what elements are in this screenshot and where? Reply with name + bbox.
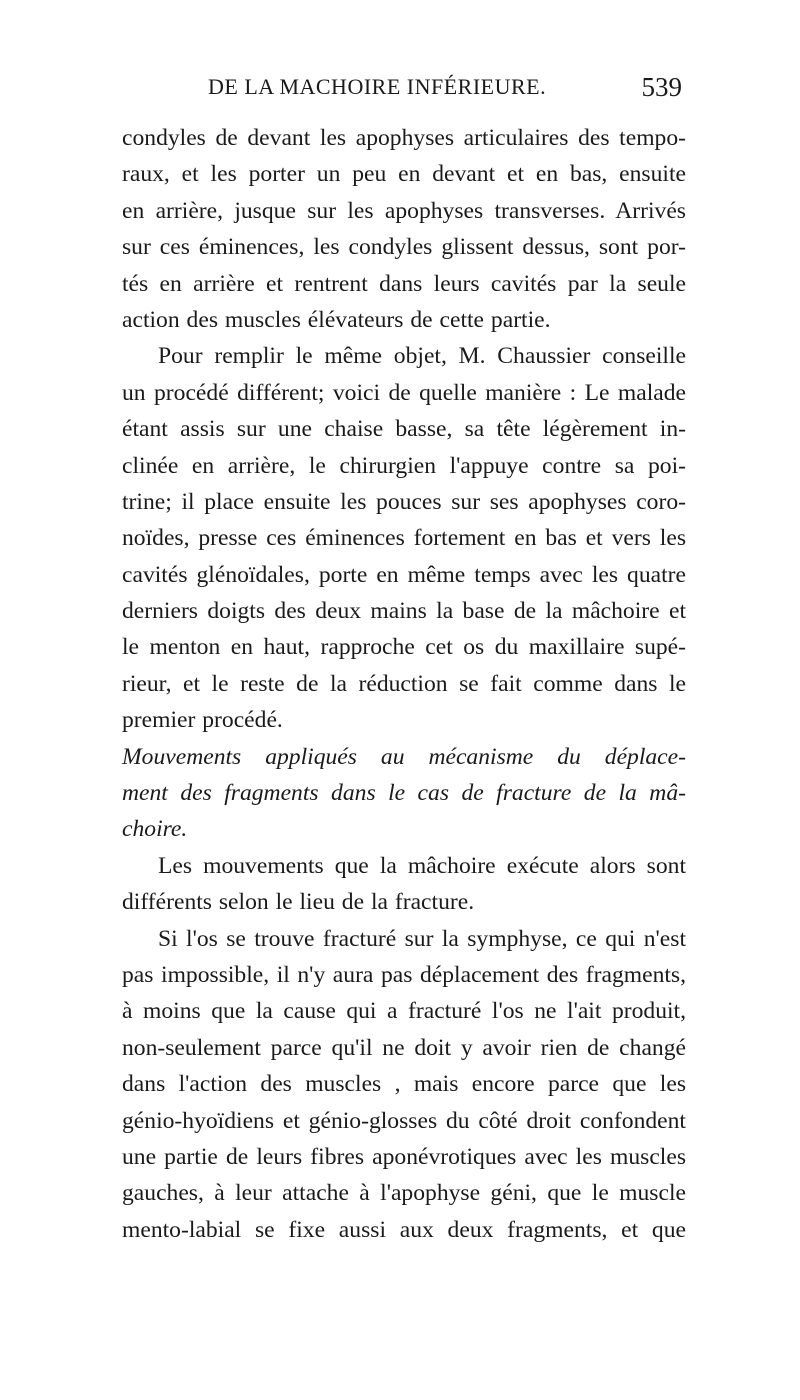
text-line: à moins que la cause qui a fracturé l'os ne l'ait produit, [122,998,686,1025]
text-line: derniers doigts des deux mains la base de la mâchoire et [122,598,686,625]
body-text [122,120,686,1248]
text-line: sur ces éminences, les condyles glissent dessus, sont por- [122,234,686,261]
text-line: gauches, à leur attache à l'apophyse géni, que le muscle [122,1180,686,1207]
text-line: action des muscles élévateurs de cette partie. [122,306,551,333]
section-heading-line: Mouvements appliqués au mécanisme du déplace- [122,743,686,770]
text-line: condyles de devant les apophyses articulaires des tempo- [122,125,686,151]
text-line: raux, et les porter un peu en devant et en bas, ensuite [122,161,686,188]
section-heading-line: choire. [122,816,188,843]
text-line: pas impossible, il n'y aura pas déplacement des fragments, [122,961,686,988]
text-line: trine; il place ensuite les pouces sur ses apophyses coro- [122,488,686,515]
text-line: noïdes, presse ces éminences fortement en bas et vers les [122,525,686,552]
text-line: en arrière, jusque sur les apophyses transverses. Arrivés [122,197,686,224]
text-line: dans l'action des muscles , mais encore parce que les [122,1071,686,1098]
running-head: DE LA MACHOIRE INFÉRIEURE. [208,74,547,99]
page-header [122,72,682,112]
text-line: Si l'os se trouve fracturé sur la symphyse, ce qui n'est [158,925,686,952]
text-line: Les mouvements que la mâchoire exécute alors sont [158,852,686,879]
text-line: un procédé différent; voici de quelle manière : Le malade [122,379,686,406]
text-line: différents selon le lieu de la fracture. [122,889,475,916]
text-line: mento-labial se fixe aussi aux deux fragments, et que [122,1216,686,1243]
text-line: étant assis sur une chaise basse, sa tête légèrement in- [122,416,686,443]
section-heading-line: ment des fragments dans le cas de fracture de la mâ- [122,780,686,807]
text-line: une partie de leurs fibres aponévrotiques avec les muscles [122,1143,686,1170]
text-line: Pour remplir le même objet, M. Chaussier conseille [158,343,686,370]
text-line: rieur, et le reste de la réduction se fait comme dans le [122,670,686,697]
text-line: premier procédé. [122,707,283,734]
text-line: génio-hyoïdiens et génio-glosses du côté droit confondent [122,1107,686,1134]
text-line: tés en arrière et rentrent dans leurs cavités par la seule [122,270,686,297]
text-line: le menton en haut, rapproche cet os du maxillaire supé- [122,634,686,661]
text-line: non-seulement parce qu'il ne doit y avoir rien de changé [122,1034,686,1061]
text-line: clinée en arrière, le chirurgien l'appuye contre sa poi- [122,452,686,479]
page-number: 539 [641,72,682,102]
text-line: cavités glénoïdales, porte en même temps avec les quatre [122,561,686,588]
